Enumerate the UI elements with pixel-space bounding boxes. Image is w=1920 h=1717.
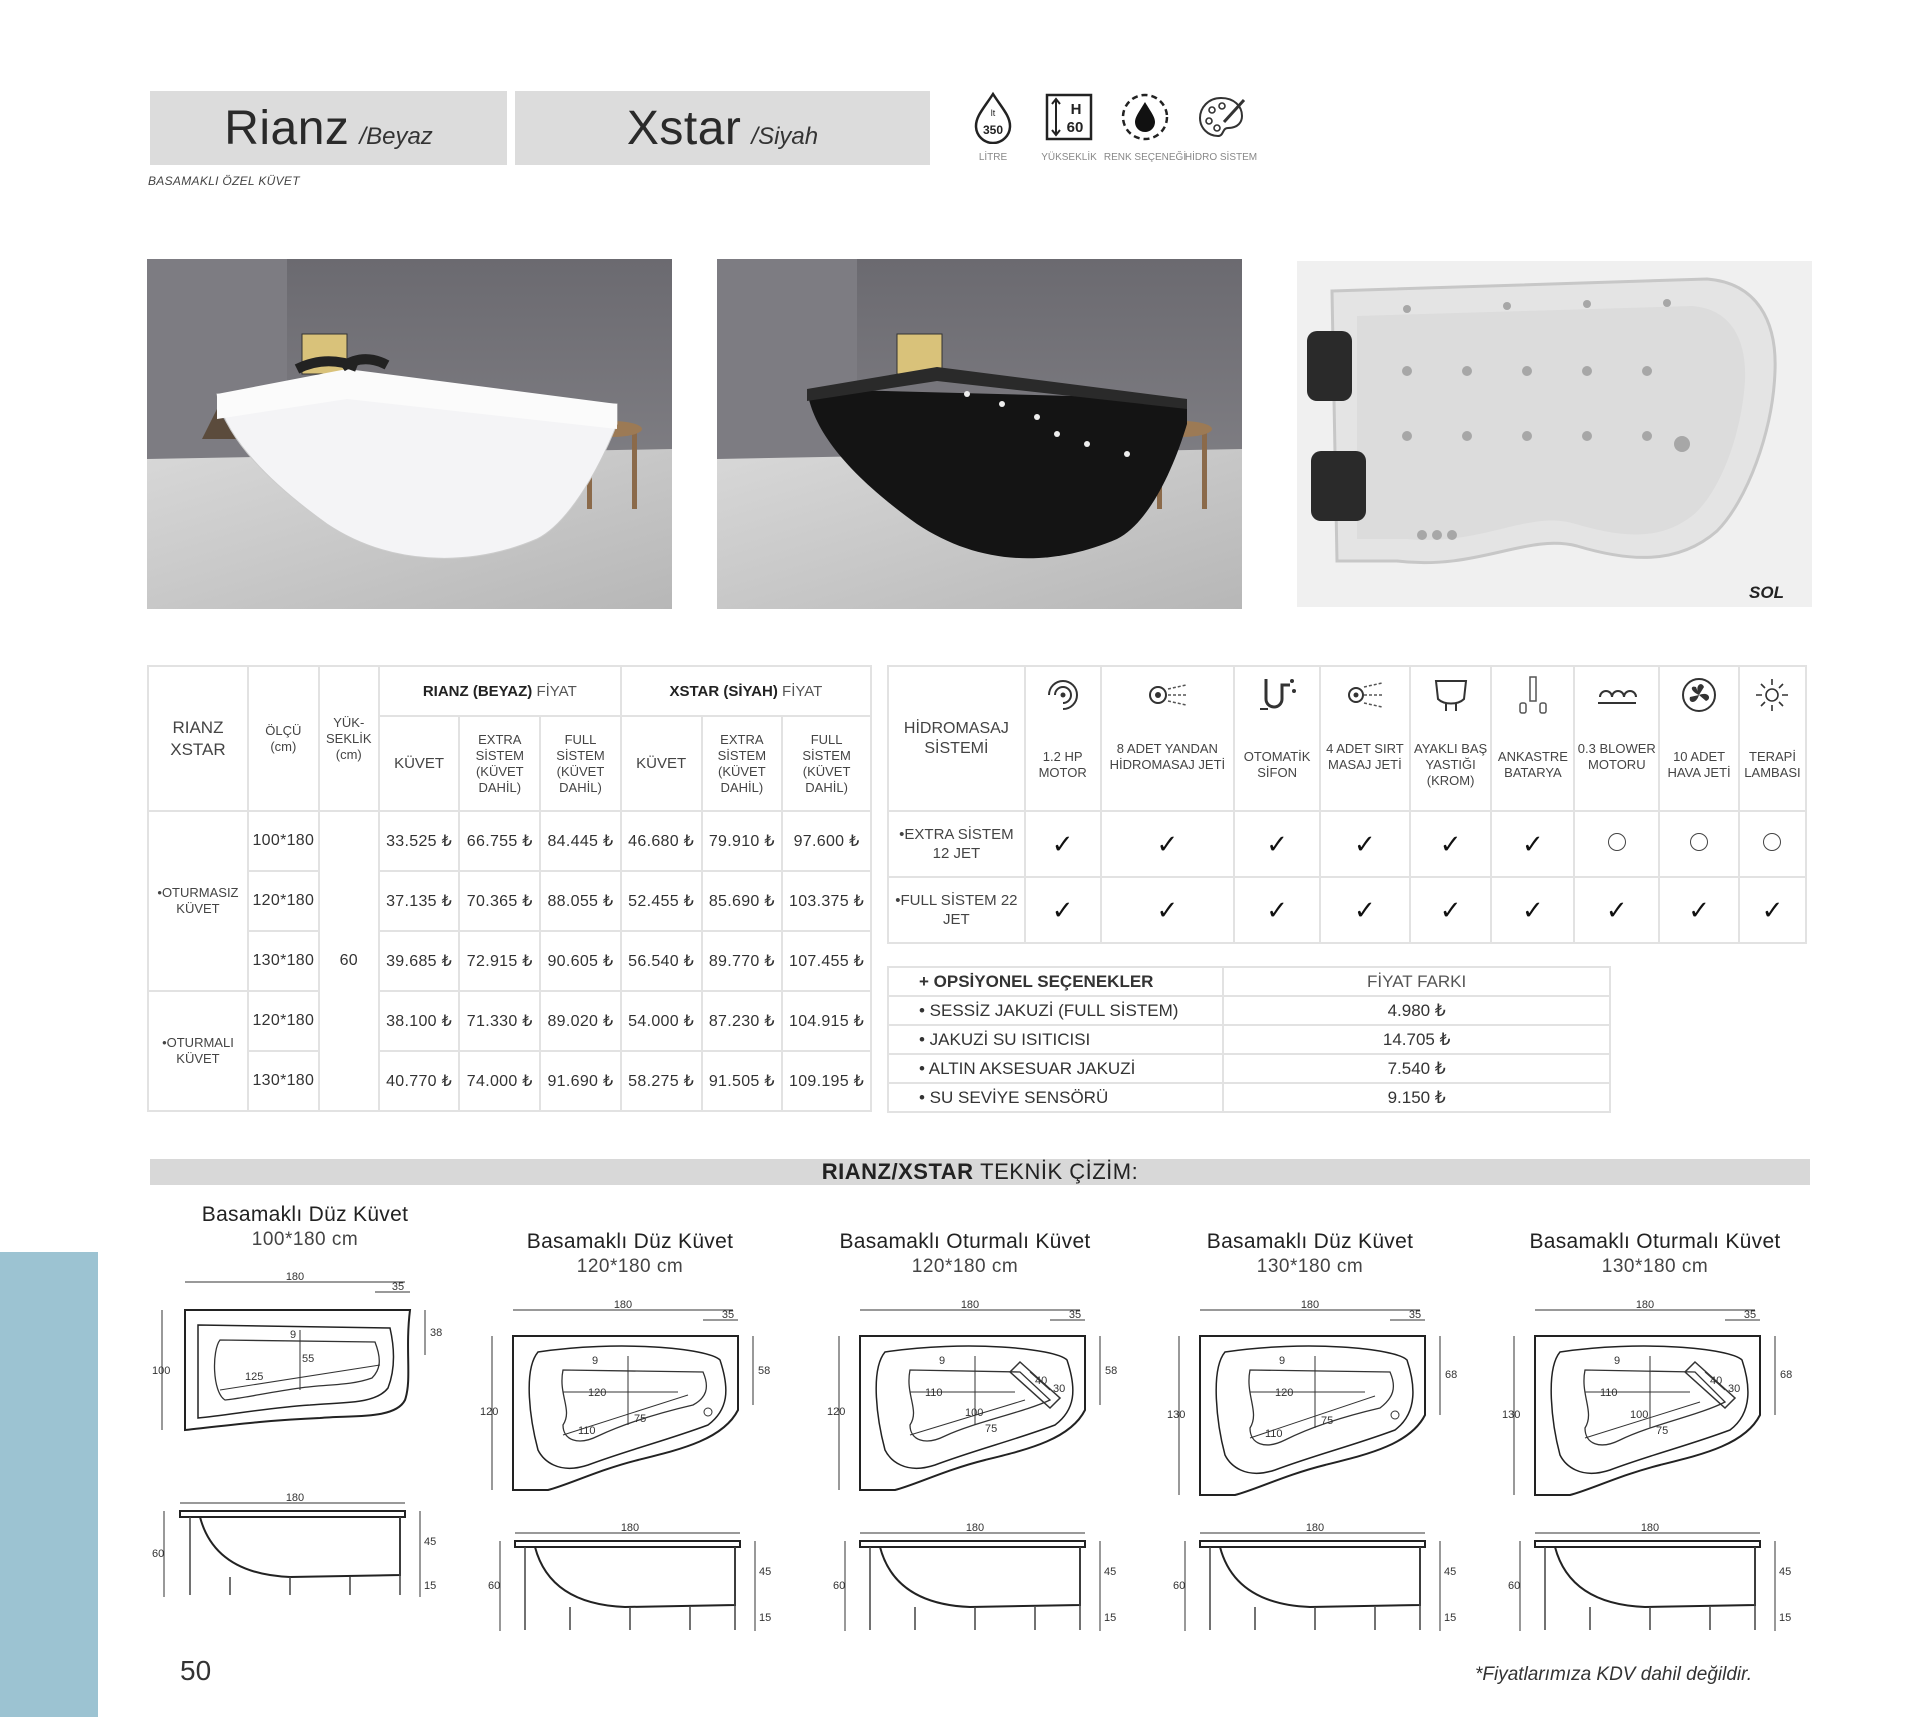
check-icon: ✓ [1234,877,1320,943]
svg-text:75: 75 [1321,1415,1334,1427]
option-price: 7.540 ₺ [1223,1054,1610,1083]
svg-text:180: 180 [965,1522,985,1534]
option-row [888,1025,1610,1054]
drawing-4 [1160,1230,1460,1278]
hydro-label: HİDRO SİSTEM [1184,152,1258,163]
litre-label: LİTRE [978,152,1008,163]
options-header: + OPSİYONEL SEÇENEKLER [888,967,1223,996]
back-jet-icon [1342,675,1388,715]
table-row [148,1051,871,1111]
drawing-title: Basamaklı Oturmalı Küvet [839,1230,1091,1253]
height-value: 60 [319,811,379,1111]
svg-text:75: 75 [1656,1425,1669,1437]
therapy-lamp-icon [1749,675,1795,715]
drawing-size: 120*180 cm [911,1256,1019,1277]
xstar-full-header: FULL SİSTEM (KÜVET DAHİL) [782,716,871,811]
option-row [888,1083,1610,1112]
xstar-kuvet-header: KÜVET [621,716,702,811]
svg-text:15: 15 [1779,1612,1792,1624]
price-cell: 91.505 ₺ [702,1051,783,1111]
svg-text:9: 9 [290,1329,297,1341]
size-cell: 120*180 [248,991,319,1051]
rianz-color: /Beyaz [359,123,433,150]
svg-text:180: 180 [285,1492,305,1504]
hydro-row-extra [888,811,1806,877]
price-cell: 46.680 ₺ [621,811,702,871]
hydro-row-label: •EXTRA SİSTEM 12 JET [888,811,1025,877]
model-header: RIANZ XSTAR [148,666,248,811]
svg-text:68: 68 [1780,1369,1793,1381]
option-name: • ALTIN AKSESUAR JAKUZİ [888,1054,1223,1083]
page-number: 50 [180,1655,212,1686]
litre-feature [955,90,1031,163]
drawing-5-top [1500,1300,1800,1505]
option-price: 9.150 ₺ [1223,1083,1610,1112]
svg-text:110: 110 [1265,1428,1283,1440]
group-oturmasiz: •OTURMASIZ KÜVET [148,811,248,991]
hydro-col-motor: 1.2 HP MOTOR [1025,666,1101,811]
svg-text:58: 58 [1105,1365,1118,1377]
price-cell: 103.375 ₺ [782,871,871,931]
hydro-col-side-jets: 8 ADET YANDAN HİDROMASAJ JETİ [1101,666,1235,811]
svg-text:180: 180 [613,1299,633,1311]
xstar-black-photo [717,259,1242,609]
sol-label: SOL [1749,583,1784,602]
circle-icon [1659,811,1739,877]
svg-text:110: 110 [925,1387,943,1399]
price-cell: 84.445 ₺ [540,811,621,871]
drawing-5-side [1500,1522,1800,1665]
check-icon: ✓ [1410,877,1492,943]
drawing-size: 100*180 cm [251,1229,359,1250]
height-header: YÜK-SEKLİK (cm) [319,666,379,811]
drawing-3-side [825,1522,1125,1665]
drawing-1 [150,1203,460,1251]
xstar-name: Xstar [626,102,742,155]
svg-text:30: 30 [1728,1383,1741,1395]
svg-text:40: 40 [1035,1375,1048,1387]
feature-icons [955,90,1259,163]
svg-text:lt: lt [990,108,996,118]
drawing-5 [1500,1230,1810,1278]
table-row [148,871,871,931]
size-cell: 130*180 [248,1051,319,1111]
price-cell: 97.600 ₺ [782,811,871,871]
check-icon: ✓ [1659,877,1739,943]
hydro-row-full [888,877,1806,943]
svg-text:9: 9 [1614,1355,1621,1367]
price-cell: 88.055 ₺ [540,871,621,931]
svg-text:45: 45 [759,1566,772,1578]
air-jet-icon [1676,675,1722,715]
svg-text:35: 35 [391,1281,405,1293]
price-cell: 52.455 ₺ [621,871,702,931]
height-feature [1031,90,1107,163]
table-row [148,991,871,1051]
xstar-title-box [515,91,930,165]
hydro-col-blower: 0.3 BLOWER MOTORU [1574,666,1659,811]
table-row [148,931,871,991]
svg-text:45: 45 [1444,1566,1457,1578]
price-diff-header: FİYAT FARKI [1223,967,1610,996]
svg-text:130: 130 [1167,1409,1186,1421]
drawing-2-top [478,1300,778,1505]
svg-text:75: 75 [634,1413,647,1425]
price-cell: 89.770 ₺ [702,931,783,991]
rianz-full-header: FULL SİSTEM (KÜVET DAHİL) [540,716,621,811]
svg-text:110: 110 [578,1425,596,1437]
vat-note: *Fiyatlarımıza KDV dahil değildir. [1475,1664,1753,1685]
svg-text:60: 60 [833,1580,846,1592]
check-icon: ✓ [1574,877,1659,943]
svg-text:30: 30 [1053,1383,1066,1395]
svg-text:35: 35 [721,1309,735,1321]
price-cell: 58.275 ₺ [621,1051,702,1111]
drawing-title: Basamaklı Düz Küvet [1206,1230,1414,1253]
check-icon: ✓ [1025,877,1101,943]
pillow-icon [1428,675,1474,715]
check-icon: ✓ [1320,877,1410,943]
price-cell: 40.770 ₺ [379,1051,460,1111]
hydromassage-table [887,665,1807,944]
check-icon: ✓ [1410,811,1492,877]
check-icon: ✓ [1234,811,1320,877]
rianz-kuvet-header: KÜVET [379,716,460,811]
options-table [887,966,1611,1113]
price-cell: 33.525 ₺ [379,811,460,871]
price-cell: 39.685 ₺ [379,931,460,991]
price-cell: 85.690 ₺ [702,871,783,931]
xstar-color: /Siyah [751,123,819,150]
rianz-extra-header: EXTRA SİSTEM (KÜVET DAHİL) [459,716,540,811]
option-row [888,1054,1610,1083]
svg-text:60: 60 [1066,119,1084,136]
option-price: 14.705 ₺ [1223,1025,1610,1054]
rianz-white-photo [147,259,672,609]
svg-text:35: 35 [1743,1309,1757,1321]
svg-text:35: 35 [1068,1309,1082,1321]
svg-text:15: 15 [1444,1612,1457,1624]
circle-icon [1739,811,1806,877]
svg-text:9: 9 [1279,1355,1286,1367]
check-icon: ✓ [1101,877,1235,943]
drawing-4-top [1165,1300,1465,1505]
color-drop-icon [1118,90,1172,144]
drawing-2 [480,1230,780,1278]
svg-text:60: 60 [488,1580,501,1592]
svg-text:180: 180 [1300,1299,1320,1311]
option-name: • JAKUZİ SU ISITICISI [888,1025,1223,1054]
color-label: RENK SEÇENEĞİ [1103,152,1187,163]
price-cell: 87.230 ₺ [702,991,783,1051]
svg-text:15: 15 [759,1612,772,1624]
rianz-name: Rianz [224,102,350,155]
check-icon: ✓ [1025,811,1101,877]
svg-text:100: 100 [152,1365,171,1377]
price-cell: 104.915 ₺ [782,991,871,1051]
price-cell: 56.540 ₺ [621,931,702,991]
size-cell: 100*180 [248,811,319,871]
drawing-1-side [150,1492,450,1630]
check-icon: ✓ [1101,811,1235,877]
svg-text:60: 60 [152,1548,165,1560]
siphon-icon [1254,675,1300,715]
price-table [147,665,872,1112]
hydro-col-siphon: OTOMATİK SİFON [1234,666,1320,811]
height-label: YÜKSEKLİK [1041,152,1097,163]
price-cell: 74.000 ₺ [459,1051,540,1111]
price-cell: 37.135 ₺ [379,871,460,931]
svg-text:180: 180 [620,1522,640,1534]
price-cell: 71.330 ₺ [459,991,540,1051]
svg-text:100: 100 [965,1407,984,1419]
drawing-size: 130*180 cm [1256,1256,1364,1277]
drawing-title: Basamaklı Düz Küvet [201,1203,409,1226]
check-icon: ✓ [1320,811,1410,877]
svg-text:75: 75 [985,1423,998,1435]
svg-text:68: 68 [1445,1369,1458,1381]
svg-text:40: 40 [1710,1375,1723,1387]
price-cell: 66.755 ₺ [459,811,540,871]
price-cell: 70.365 ₺ [459,871,540,931]
svg-text:45: 45 [1779,1566,1792,1578]
blower-icon [1594,675,1640,715]
svg-text:9: 9 [939,1355,946,1367]
hydro-col-faucet: ANKASTRE BATARYA [1491,666,1574,811]
color-feature [1103,90,1187,163]
hydro-col-lamp: TERAPİ LAMBASI [1739,666,1806,811]
svg-text:120: 120 [1275,1387,1294,1399]
drawing-2-side [480,1522,780,1665]
option-name: • SESSİZ JAKUZİ (FULL SİSTEM) [888,996,1223,1025]
svg-text:55: 55 [302,1353,315,1365]
svg-text:120: 120 [588,1387,607,1399]
svg-text:45: 45 [1104,1566,1117,1578]
svg-text:120: 120 [827,1406,846,1418]
hydro-system-icon [1194,90,1248,144]
svg-text:130: 130 [1502,1409,1521,1421]
hydro-col-pillow: AYAKLI BAŞ YASTIĞI (KROM) [1410,666,1492,811]
drawing-1-top [150,1270,450,1455]
hydro-row-label: •FULL SİSTEM 22 JET [888,877,1025,943]
hydro-col-back-jets: 4 ADET SIRT MASAJ JETİ [1320,666,1410,811]
circle-icon [1574,811,1659,877]
drawing-3-top [825,1300,1125,1505]
svg-text:125: 125 [245,1371,264,1383]
svg-text:350: 350 [982,123,1004,137]
drawing-title: Basamaklı Düz Küvet [526,1230,734,1253]
price-cell: 89.020 ₺ [540,991,621,1051]
check-icon: ✓ [1739,877,1806,943]
rianz-title-box [150,91,507,165]
price-cell: 91.690 ₺ [540,1051,621,1111]
drawing-size: 120*180 cm [576,1256,684,1277]
drawing-4-side [1165,1522,1465,1665]
svg-text:9: 9 [592,1355,599,1367]
svg-text:120: 120 [480,1406,499,1418]
table-row [148,811,871,871]
svg-text:35: 35 [1408,1309,1422,1321]
side-jet-icon [1144,675,1190,715]
svg-text:60: 60 [1173,1580,1186,1592]
litre-350-icon [966,90,1020,144]
check-icon: ✓ [1491,811,1574,877]
svg-text:38: 38 [430,1327,443,1339]
svg-text:60: 60 [1508,1580,1521,1592]
price-cell: 107.455 ₺ [782,931,871,991]
svg-text:180: 180 [1635,1299,1655,1311]
size-cell: 130*180 [248,931,319,991]
svg-text:H: H [1070,101,1082,118]
svg-text:180: 180 [1305,1522,1325,1534]
price-cell: 79.910 ₺ [702,811,783,871]
drawing-3 [815,1230,1115,1278]
height-60-icon [1042,90,1096,144]
tech-section-title: RIANZ/XSTAR TEKNİK ÇİZİM: [150,1159,1810,1185]
price-cell: 38.100 ₺ [379,991,460,1051]
product-subtitle: BASAMAKLI ÖZEL KÜVET [148,174,300,188]
svg-text:15: 15 [1104,1612,1117,1624]
svg-text:45: 45 [424,1536,437,1548]
svg-text:110: 110 [1600,1387,1618,1399]
xstar-extra-header: EXTRA SİSTEM (KÜVET DAHİL) [702,716,783,811]
price-cell: 72.915 ₺ [459,931,540,991]
svg-text:100: 100 [1630,1409,1649,1421]
hydro-feature [1183,90,1259,163]
svg-text:180: 180 [1640,1522,1660,1534]
size-header: ÖLÇÜ (cm) [248,666,319,811]
svg-text:180: 180 [960,1299,980,1311]
group-oturmali: •OTURMALI KÜVET [148,991,248,1111]
xstar-price-group: XSTAR (SİYAH) FİYAT [621,666,871,716]
svg-text:180: 180 [285,1271,305,1283]
option-row [888,996,1610,1025]
rianz-price-group: RIANZ (BEYAZ) FİYAT [379,666,621,716]
option-price: 4.980 ₺ [1223,996,1610,1025]
svg-text:15: 15 [424,1580,437,1592]
price-cell: 109.195 ₺ [782,1051,871,1111]
drawing-title: Basamaklı Oturmalı Küvet [1529,1230,1781,1253]
motor-icon [1040,675,1086,715]
check-icon: ✓ [1491,877,1574,943]
price-cell: 90.605 ₺ [540,931,621,991]
drawing-size: 130*180 cm [1601,1256,1709,1277]
svg-text:58: 58 [758,1365,771,1377]
faucet-icon [1510,675,1556,715]
size-cell: 120*180 [248,871,319,931]
hydro-col-air-jets: 10 ADET HAVA JETİ [1659,666,1739,811]
side-color-tab [0,1252,98,1717]
top-view-photo [1297,261,1812,607]
hydro-title: HİDROMASAJ SİSTEMİ [888,666,1025,811]
price-cell: 54.000 ₺ [621,991,702,1051]
option-name: • SU SEVİYE SENSÖRÜ [888,1083,1223,1112]
